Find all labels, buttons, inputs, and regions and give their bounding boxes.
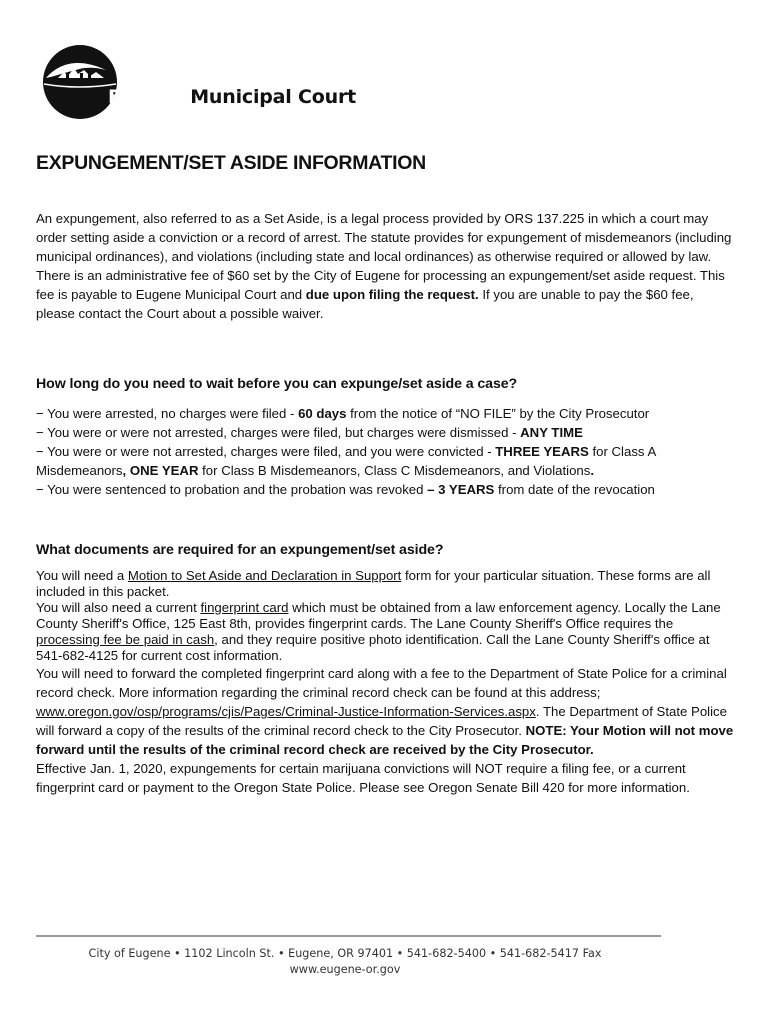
wait-item-bold: – 3 YEARS xyxy=(427,482,495,497)
motion-form-link[interactable]: Motion to Set Aside and Declaration in Support xyxy=(127,568,402,583)
wait-item xyxy=(36,404,736,423)
intro-bold: due upon filing the request. xyxy=(305,287,479,302)
paragraph-text: . The Department of State Police will forward a copy of the results of the criminal record check to the City Prosecutor. xyxy=(36,704,727,738)
wait-item-bold: THREE YEARS xyxy=(495,444,589,459)
wait-item xyxy=(36,423,736,442)
page-title: EXPUNGEMENT/SET ASIDE INFORMATION xyxy=(36,152,426,174)
wait-heading: How long do you need to wait before you can expunge/set aside a case? xyxy=(36,376,518,392)
wait-item-text: − You were arrested, no charges were filed - xyxy=(36,406,299,421)
wait-item-text: − You were or were not arrested, charges were filed, but charges were dismissed - xyxy=(36,425,521,440)
wait-item-text: − You were sentenced to probation and the probation was revoked xyxy=(36,482,428,497)
intro-paragraph xyxy=(36,209,736,323)
footer-divider xyxy=(36,935,661,937)
footer-contact: City of Eugene • 1102 Lincoln St. • Eugene, OR 97401 • 541-682-5400 • 541-682-5417 Fax xyxy=(88,947,602,960)
paragraph-text: , and they require positive photo identification. Call the Lane County Sheriff's office at 541-682-4125 for current cost information. xyxy=(36,632,710,663)
note-bold: NOTE: Your Motion will not move forward until the results of the criminal record check are received by the City Prosecutor. xyxy=(36,723,734,757)
wait-item xyxy=(36,480,736,499)
wait-item-text: from the notice of “NO FILE” by the City Prosecutor xyxy=(346,406,650,421)
documents-heading: What documents are required for an expungement/set aside? xyxy=(36,542,444,558)
fingerprint-paragraph xyxy=(36,600,736,664)
paragraph-text: form for your particular situation. These forms are all included in this packet. xyxy=(36,568,711,599)
intro-tail: If you are unable to pay the $60 fee, please contact the Court about a possible waiver. xyxy=(36,287,694,321)
processing-fee-link[interactable]: processing fee be paid in cash xyxy=(36,632,215,647)
motion-paragraph xyxy=(36,568,736,600)
wait-item-bold: 60 days xyxy=(298,406,347,421)
logo-wordmark xyxy=(108,86,356,108)
paragraph-text: which must be obtained from a law enforcement agency. Locally the Lane County Sheriff's Office, 125 East 8th, provides fingerprint cards. The Lane County Sheriff's Office requires the xyxy=(36,600,721,631)
paragraph-text: You will need to forward the completed fingerprint card along with a fee to the Department of State Police for a criminal record check. More information regarding the criminal record check can be found at this address; xyxy=(36,666,727,700)
eugene-logo-icon xyxy=(36,44,124,122)
wait-item xyxy=(36,442,736,480)
logo-word-eugene: Eugene xyxy=(108,86,187,108)
fingerprint-card-link[interactable]: fingerprint card xyxy=(200,600,289,615)
state-police-paragraph xyxy=(36,664,736,759)
wait-item-text: − You were or were not arrested, charges were filed, and you were convicted - xyxy=(36,444,496,459)
footer-website[interactable]: www.eugene-or.gov xyxy=(289,963,401,976)
paragraph-text: You will also need a current xyxy=(36,600,201,615)
court-logo xyxy=(36,44,356,122)
wait-item-text: for Class B Misdemeanors, Class C Misdemeanors, and Violations xyxy=(198,463,591,478)
page-footer xyxy=(0,946,690,978)
wait-item-bold: , ONE YEAR xyxy=(122,463,199,478)
intro-text: An expungement, also referred to as a Set Aside, is a legal process provided by ORS 137.225 in which a court may order setting aside a conviction or a record of arrest. The statute provides for expungement of misdemeanors (including municipal ordinances), and violations (including state and local ordinances) as otherwise required or allowed by law. There is an administrative fee of $60 set by the City of Eugene for processing an expungement/set aside request. This fee is payable to Eugene Municipal Court and xyxy=(36,211,732,302)
logo-title: Municipal Court xyxy=(190,86,356,108)
wait-item-text: from date of the revocation xyxy=(494,482,655,497)
effective-paragraph: Effective Jan. 1, 2020, expungements for certain marijuana convictions will NOT require a filing fee, or a current fingerprint card or payment to the Oregon State Police. Please see Oregon Senate Bill 420 for more information. xyxy=(36,761,690,795)
document-body xyxy=(36,209,736,797)
oregon-cjis-link[interactable]: www.oregon.gov/osp/programs/cjis/Pages/Criminal-Justice-Information-Services.aspx xyxy=(36,704,536,719)
wait-item-bold: ANY TIME xyxy=(520,425,583,440)
paragraph-text: You will need a xyxy=(36,568,128,583)
wait-item-text: for Class A Misdemeanors xyxy=(36,444,656,478)
wait-item-bold: . xyxy=(590,463,595,478)
